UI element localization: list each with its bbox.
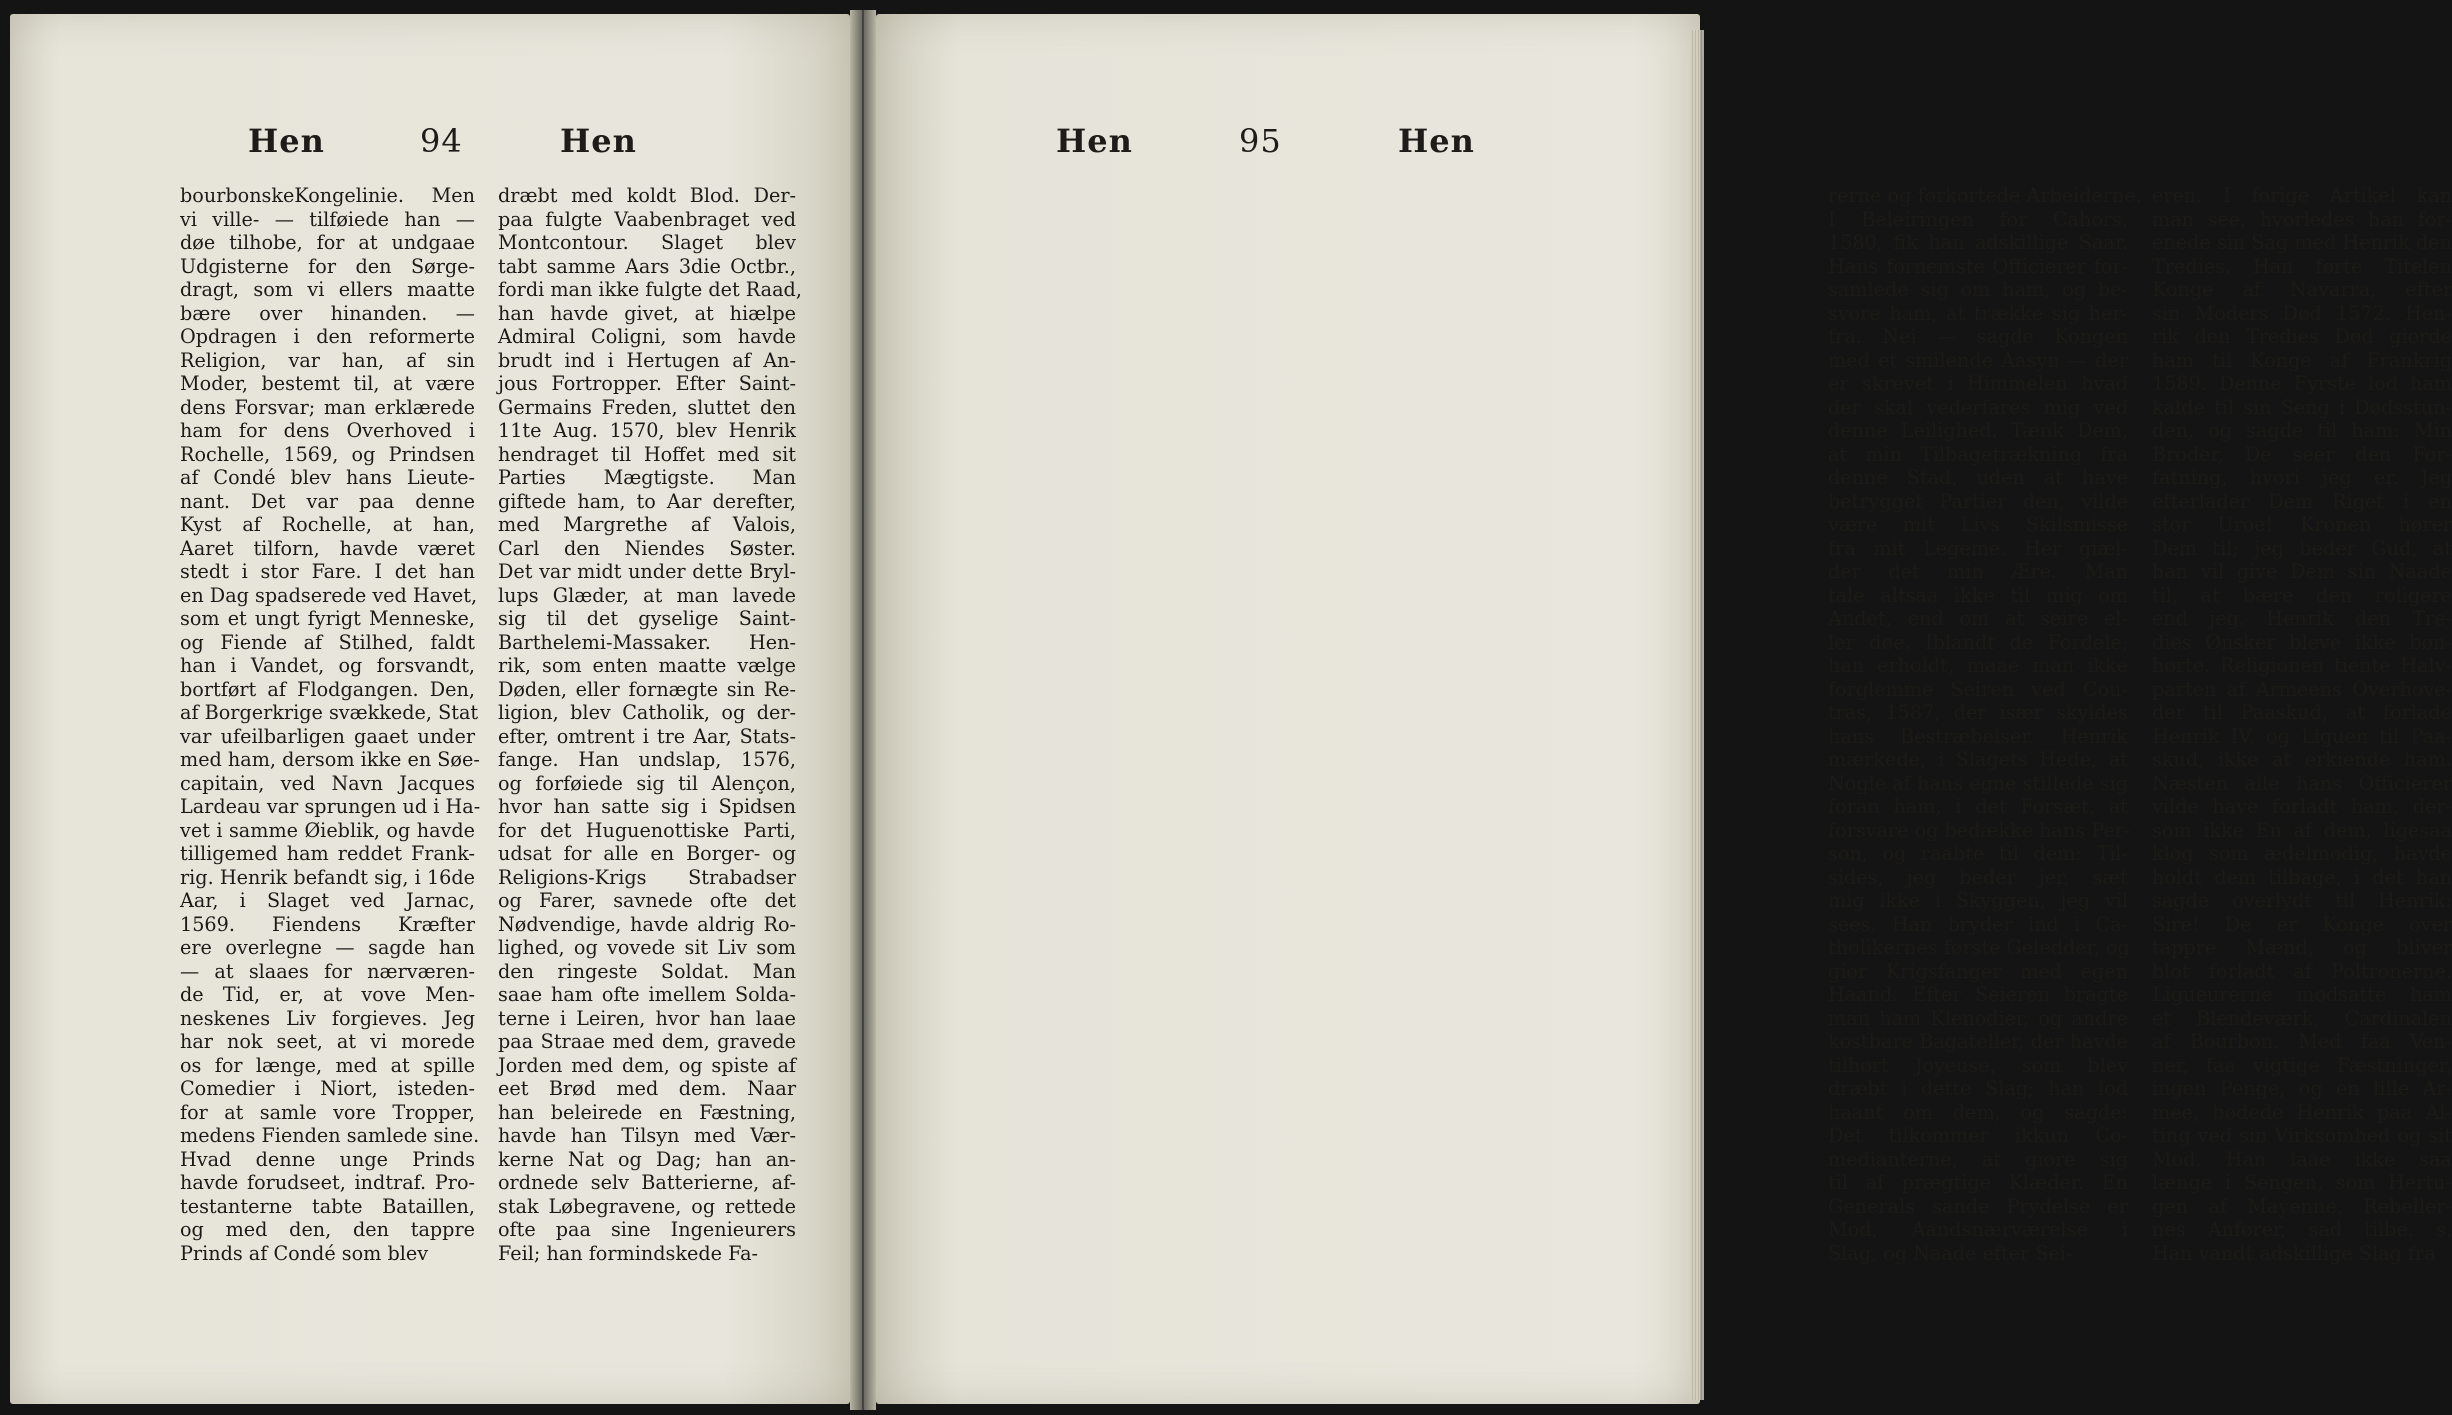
text-line: sagde overlydt til Henrik:	[2152, 889, 2452, 912]
text-line: havde forudseet, indtraf. Pro-	[180, 1171, 475, 1194]
text-line: de Tid, er, at vove Men-	[180, 983, 475, 1006]
text-line: og Fiende af Stilhed, faldt	[180, 630, 475, 654]
text-line: kostbare Bagateller, der havde	[1828, 1030, 2128, 1053]
text-line: forglemme Seiren ved Cou-	[1828, 677, 2128, 701]
text-line: Montcontour. Slaget blev	[498, 231, 796, 254]
right-page-column-1	[1828, 184, 2142, 1265]
page-edges-right	[1690, 30, 1704, 1400]
text-line: Dem til; jeg beder Gud, at	[2152, 536, 2452, 560]
text-line: Det var midt under dette Bryl-	[498, 560, 796, 583]
text-line: medens Fienden samlede sine.	[180, 1124, 480, 1147]
text-line: nes Anfører, sad tilbe. s.	[2152, 1218, 2452, 1241]
text-line: Prinds af Condé som blev	[180, 1241, 429, 1265]
text-line: eren. I forige Artikel kan	[2152, 184, 2452, 207]
text-line: 1589. Denne Fyrste lod ham	[2152, 372, 2452, 395]
text-line: ingen Penge, og en lille Ar-	[2152, 1077, 2452, 1100]
text-line: Religions-Krigs Strabadser	[498, 865, 796, 889]
text-line: Sire! De er Konge over	[2152, 912, 2452, 936]
text-line: Hvad denne unge Prinds	[180, 1147, 475, 1171]
text-line: tilligemed ham reddet Frank-	[180, 842, 475, 865]
text-line: mig ikke i Skyggen, jeg vil	[1828, 889, 2128, 912]
text-line: den ringeste Soldat. Man	[498, 959, 796, 983]
text-line: Broder, De seer den For-	[2152, 442, 2452, 466]
text-line: med Margrethe af Valois,	[498, 513, 796, 536]
text-line: gen af Mayenne, Rebeller-	[2152, 1194, 2452, 1218]
text-line: han havde givet, at hiælpe	[498, 301, 796, 325]
text-line: dræbt i dette Slag; han lod	[1828, 1077, 2128, 1100]
text-line: kerne Nat og Dag; han an-	[498, 1147, 796, 1171]
text-line: Comedier i Niort, isteden-	[180, 1077, 475, 1100]
text-line: neskenes Liv forgieves. Jeg	[180, 1006, 475, 1030]
text-line: for det Huguenottiske Parti,	[498, 818, 796, 842]
left-page-header-left-word: Hen	[248, 122, 325, 160]
text-line: svore ham, at trække sig her-	[1828, 301, 2128, 325]
text-line: med ham, dersom ikke en Søe-	[180, 748, 480, 771]
text-line: paa fulgte Vaabenbraget ved	[498, 207, 796, 231]
text-line: Døden, eller fornægte sin Re-	[498, 677, 796, 701]
text-line: bære over hinanden. —	[180, 301, 475, 325]
text-line: ting ved sin Virksomhed og sit	[2152, 1124, 2452, 1147]
text-line: efter, omtrent i tre Aar, Stats-	[498, 724, 796, 748]
text-line: mee, bødede Henrik paa Al-	[2152, 1100, 2452, 1124]
text-line: blot forladt af Poltronerne.	[2152, 959, 2452, 983]
text-line: man see, hvorledes han for-	[2152, 207, 2452, 231]
text-line: klog som ædelmodig, havde	[2152, 842, 2452, 865]
text-line: stak Løbegravene, og rettede	[498, 1194, 796, 1218]
text-line: tappre Mænd, og bliver	[2152, 936, 2452, 959]
text-line: Rochelle, 1569, og Prindsen	[180, 442, 475, 466]
text-line: ner, faa vigtige Fæstninger,	[2152, 1053, 2452, 1077]
text-line: 11te Aug. 1570, blev Henrik	[498, 419, 796, 442]
text-line: Religion, var han, af sin	[180, 348, 475, 372]
text-line: tholikernes første Geledder, og	[1828, 936, 2130, 959]
text-line: Haand. Efter Seieren bragte	[1828, 983, 2128, 1006]
text-line: testanterne tabte Bataillen,	[180, 1194, 475, 1218]
text-line: enede sin Sag med Henrik den	[2152, 231, 2452, 254]
text-line: var ufeilbarligen gaaet under	[180, 724, 475, 748]
text-line: Parties Mægtigste. Man	[498, 466, 796, 489]
text-line: der det min Ære. Man	[1828, 560, 2128, 583]
right-page-number: 95	[1239, 122, 1282, 160]
text-line: kalde til sin Seng i Dødsstun-	[2152, 395, 2452, 419]
text-line: hvor han satte sig i Spidsen	[498, 795, 796, 818]
text-line: Konge af Navarra, efter	[2152, 278, 2452, 301]
text-line: Opdragen i den reformerte	[180, 325, 475, 348]
text-line: end jeg. Henrik den Tre-	[2152, 607, 2452, 630]
text-line: lighed, og vovede sit Liv som	[498, 936, 796, 959]
text-line: giør Krigsfanger med egen	[1828, 959, 2128, 983]
text-line: Carl den Niendes Søster.	[498, 536, 796, 560]
left-page	[10, 14, 850, 1404]
text-line: jous Fortropper. Efter Saint-	[498, 372, 796, 395]
text-line: giftede ham, to Aar derefter,	[498, 489, 796, 513]
text-line: ere overlegne — sagde han	[180, 936, 475, 959]
right-page-header-left-word: Hen	[1056, 122, 1133, 160]
text-line: Barthelemi-Massaker. Hen-	[498, 630, 796, 654]
text-line: af Bourbon. Med faa Ven-	[2152, 1030, 2452, 1053]
left-page-column-1	[180, 184, 481, 1265]
left-page-column-2	[498, 184, 802, 1265]
text-line: Næsten alle hans Officierer	[2152, 771, 2452, 795]
text-line: han erholdt, maae man ikke	[1828, 654, 2128, 677]
text-line: bortført af Flodgangen. Den,	[180, 677, 475, 701]
text-line: vi ville- — tilføiede han —	[180, 207, 475, 231]
text-line: han vil give Dem sin Naade	[2152, 560, 2452, 583]
text-line: at min Tilbagetrækning fra	[1828, 442, 2128, 466]
text-line: med et smilende Aasyn — der	[1828, 348, 2128, 372]
text-line: mærkede, i Slagets Hede, at	[1828, 748, 2128, 771]
text-line: ordnede selv Batterierne, af-	[498, 1171, 796, 1194]
right-page	[876, 14, 2452, 1404]
text-line: rik, som enten maatte vælge	[498, 654, 796, 677]
text-line: Kyst af Rochelle, at han,	[180, 513, 475, 536]
text-line: og med den, den tappre	[180, 1218, 475, 1241]
text-line: brudt ind i Hertugen af An-	[498, 348, 796, 372]
text-line: tabt samme Aars 3die Octbr.,	[498, 254, 796, 278]
text-line: som ikke En af dem, ligesaa	[2152, 818, 2452, 842]
text-line: være mit Livs Skilsmisse	[1828, 513, 2128, 536]
text-line: rig. Henrik befandt sig, i 16de	[180, 865, 475, 889]
right-page-header-right-word: Hen	[1398, 122, 1475, 160]
text-line: parten af Armeens Overhove-	[2152, 677, 2452, 701]
text-line: af Borgerkrige svækkede, Stat	[180, 701, 479, 724]
text-line: stedt i stor Fare. I det han	[180, 560, 475, 583]
text-line: capitain, ved Navn Jacques	[180, 771, 475, 795]
text-line: fatning, hvori jeg er. Jeg	[2152, 466, 2452, 489]
text-line: en Dag spadserede ved Havet,	[180, 583, 478, 607]
text-line: Generals sande Prydelse er	[1828, 1194, 2128, 1218]
text-line: Feil; han formindskede Fa-	[498, 1241, 759, 1265]
text-line: Tredies. Han førte Titelen	[2152, 254, 2452, 278]
text-line: I Beleiringen for Cahors,	[1828, 207, 2128, 231]
text-line: døe tilhobe, for at undgaae	[180, 231, 475, 254]
text-line: saae ham ofte imellem Solda-	[498, 983, 796, 1006]
text-line: medianterne, at giøre sig	[1828, 1147, 2128, 1171]
text-line: fordi man ikke fulgte det Raad,	[498, 278, 802, 301]
text-line: stor Uroe! Kronen hører	[2152, 513, 2452, 536]
text-line: Slag, og Naade efter Sei-	[1828, 1241, 2073, 1265]
text-line: dens Forsvar; man erklærede	[180, 395, 475, 419]
text-line: Det tilkommer ikkun Co-	[1828, 1124, 2128, 1147]
text-line: Lardeau var sprungen ud i Ha-	[180, 795, 481, 818]
text-line: Han vandt adskillige Slag fra	[2152, 1241, 2436, 1265]
text-line: Nogle af hans egne stillede sig	[1828, 771, 2128, 795]
text-line: dragt, som vi ellers maatte	[180, 278, 475, 301]
text-line: sin Moders Død 1572. Hen-	[2152, 301, 2452, 325]
text-line: tale altsaa ikke til mig om	[1828, 583, 2128, 607]
text-line: og Farer, savnede ofte det	[498, 889, 796, 912]
left-page-header-right-word: Hen	[560, 122, 637, 160]
text-line: til af prægtige Klæder. En	[1828, 1171, 2128, 1194]
text-line: denne Leilighed. Tænk Dem,	[1828, 419, 2128, 442]
text-line: Moder, bestemt til, at være	[180, 372, 475, 395]
text-line: et Blendeværk, Cardinalen	[2152, 1006, 2452, 1030]
text-line: for at samle vore Tropper,	[180, 1100, 475, 1124]
text-line: sig til det gyselige Saint-	[498, 607, 796, 630]
text-line: ler døe. Iblandt de Fordele,	[1828, 630, 2128, 654]
text-line: han beleirede en Fæstning,	[498, 1100, 796, 1124]
text-line: foran ham, i det Forsæt, at	[1828, 795, 2128, 818]
text-line: haant om dem, og sagde:	[1828, 1100, 2128, 1124]
text-line: terne i Leiren, hvor han laae	[498, 1006, 796, 1030]
text-line: tilhørt Joyeuse, som blev	[1828, 1053, 2128, 1077]
text-line: Henrik IV, og Liguen til Paa-	[2152, 724, 2452, 748]
text-line: til, at bære den roligere	[2152, 583, 2452, 607]
text-line: Nødvendige, havde aldrig Ro-	[498, 912, 796, 936]
text-line: paa Straae med dem, gravede	[498, 1030, 796, 1053]
text-line: samlede sig om ham, og be-	[1828, 278, 2128, 301]
text-line: denne Stad, uden at have	[1828, 466, 2128, 489]
text-line: fra mit Legeme. Her giæl-	[1828, 536, 2128, 560]
text-line: sees. Han bryder ind i Ca-	[1828, 912, 2128, 936]
text-line: forsvare og bedække hans Per-	[1828, 818, 2131, 842]
text-line: bourbonskeKongelinie. Men	[180, 184, 475, 207]
left-page-number: 94	[420, 122, 463, 160]
text-line: sides, jeg beder jer, sæt	[1828, 865, 2128, 889]
text-line: hørte. Religionen tiente Halv-	[2152, 654, 2452, 677]
text-line: skud, ikke at erkiende ham.	[2152, 748, 2452, 771]
text-line: Aar, i Slaget ved Jarnac,	[180, 889, 475, 912]
text-line: Mod. Han laae ikke saa	[2152, 1147, 2452, 1171]
text-line: som et ungt fyrigt Menneske,	[180, 607, 475, 630]
text-line: ofte paa sine Ingenieurers	[498, 1218, 796, 1241]
text-line: han i Vandet, og forsvandt,	[180, 654, 475, 677]
text-line: dræbt med koldt Blod. Der-	[498, 184, 796, 207]
text-line: dies Ønsker bleve ikke bøn-	[2152, 630, 2452, 654]
text-line: ham til Konge af Frankrig	[2152, 348, 2452, 372]
text-line: og forføiede sig til Alençon,	[498, 771, 796, 795]
text-line: Ligueurerne modsatte ham	[2152, 983, 2452, 1006]
right-page-column-2	[2152, 184, 2452, 1265]
text-line: Hans fornemste Officierer for-	[1828, 254, 2128, 278]
text-line: ligion, blev Catholik, og der-	[498, 701, 796, 724]
text-line: lups Glæder, at man lavede	[498, 583, 796, 607]
text-line: 1569. Fiendens Kræfter	[180, 912, 475, 936]
text-line: udsat for alle en Borger- og	[498, 842, 796, 865]
text-line: længe i Sengen, som Hertu-	[2152, 1171, 2452, 1194]
text-line: har nok seet, at vi morede	[180, 1030, 475, 1053]
text-line: holdt dem tilbage, i det han	[2152, 865, 2452, 889]
text-line: havde han Tilsyn med Vær-	[498, 1124, 796, 1147]
text-line: eet Brød med dem. Naar	[498, 1077, 796, 1100]
text-line: man ham Klenodier, og andre	[1828, 1006, 2128, 1030]
text-line: Udgisterne for den Sørge-	[180, 254, 475, 278]
text-line: rerne og forkortede Arbeiderne.	[1828, 184, 2142, 207]
text-line: hendraget til Hoffet med sit	[498, 442, 796, 466]
text-line: vilde have forladt ham, der-	[2152, 795, 2452, 818]
text-line: — at slaaes for nærværen-	[180, 959, 475, 983]
text-line: Aaret tilforn, havde været	[180, 536, 475, 560]
text-line: der til Paaskud, at forlade	[2152, 701, 2452, 724]
text-line: Mod, Aandsnærværelse i	[1828, 1218, 2128, 1241]
text-line: Andet, end om at seire el-	[1828, 607, 2128, 630]
text-line: 1580, fik han adskillige Saar.	[1828, 231, 2128, 254]
text-line: hans Bestræbelser. Henrik	[1828, 724, 2128, 748]
text-line: betrygget Partier den, vilde	[1828, 489, 2128, 513]
text-line: Jorden med dem, og spiste af	[498, 1053, 796, 1077]
text-line: rik den Tredies Død giorde	[2152, 325, 2452, 348]
text-line: fange. Han undslap, 1576,	[498, 748, 796, 771]
text-line: tras, 1587, der især skyldes	[1828, 701, 2128, 724]
text-line: Admiral Coligni, som havde	[498, 325, 796, 348]
text-line: den, og sagde til ham: Min	[2152, 419, 2452, 442]
book-gutter	[850, 10, 876, 1410]
text-line: os for længe, med at spille	[180, 1053, 475, 1077]
text-line: af Condé blev hans Lieute-	[180, 466, 475, 489]
text-line: vet i samme Øieblik, og havde	[180, 818, 475, 842]
text-line: nant. Det var paa denne	[180, 489, 475, 513]
text-line: Germains Freden, sluttet den	[498, 395, 796, 419]
text-line: er skrevet i Himmelen hvad	[1828, 372, 2128, 395]
text-line: efterlader Dem Riget i en	[2152, 489, 2452, 513]
text-line: son, og raabte til dem: Til-	[1828, 842, 2128, 865]
text-line: ham for dens Overhoved i	[180, 419, 475, 442]
text-line: der skal vederfares mig ved	[1828, 395, 2128, 419]
text-line: fra. Nei — sagde Kongen	[1828, 325, 2128, 348]
